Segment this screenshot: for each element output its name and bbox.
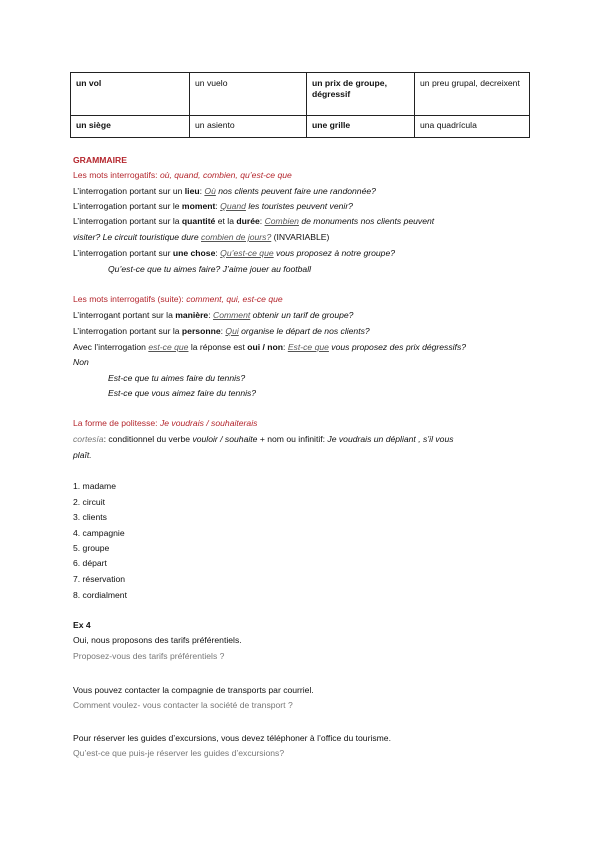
vocabulary-table	[70, 72, 530, 138]
example-sentence: Est-ce que tu aimes faire du tennis?	[108, 373, 246, 383]
example-word: combien de jours?	[201, 232, 272, 242]
example-word: est-ce que	[148, 342, 189, 352]
exercise-statement: Oui, nous proposons des tarifs préférentiels.	[73, 635, 242, 645]
table-cell: un asiento	[190, 116, 307, 138]
example-word: Est-ce que	[287, 342, 329, 352]
table-row	[71, 116, 530, 138]
list-item: 3. clients	[73, 512, 107, 522]
table-cell: un prix de groupe, dégressif	[307, 73, 415, 116]
table-cell: un vol	[71, 73, 190, 116]
example-sentence: Qu’est-ce que tu aimes faire? J’aime jouer au football	[108, 264, 312, 274]
list-item: 5. groupe	[73, 543, 110, 553]
example-word: Quand	[220, 201, 246, 211]
grammar-line: Non	[73, 357, 89, 367]
grammar-line: plaît.	[73, 450, 92, 460]
exercise-heading: Ex 4	[73, 620, 91, 630]
table-row	[71, 73, 530, 116]
exercise-statement: Pour réserver les guides d’excursions, vous devez téléphoner à l’office du tourisme.	[73, 733, 391, 743]
grammar-line: L’interrogation portant sur une chose: Qu’est-ce que vous proposez à notre groupe?	[73, 248, 396, 258]
list-item: 4. campagnie	[73, 528, 125, 538]
example-word: Où	[204, 186, 216, 196]
grammar-line: L’interrogation portant sur la quantité et la durée: Combien de monuments nos clients peuvent	[73, 216, 435, 226]
grammar-heading: GRAMMAIRE	[73, 155, 127, 165]
grammar-line: L’interrogation portant sur un lieu: Où nos clients peuvent faire une randonnée?	[73, 186, 376, 196]
subheading-politeness: La forme de politesse: Je voudrais / souhaiterais	[73, 418, 258, 428]
exercise-answer: Comment voulez- vous contacter la société de transport ?	[73, 700, 293, 710]
table-cell: una quadrícula	[415, 116, 530, 138]
grammar-line: L’interrogant portant sur la manière: Comment obtenir un tarif de groupe?	[73, 310, 354, 320]
subheading-interrogatives: Les mots interrogatifs: où, quand, combien, qu’est-ce que	[73, 170, 292, 180]
list-item: 1. madame	[73, 481, 116, 491]
example-word: Qu’est-ce que	[220, 248, 274, 258]
subheading-interrogatives-suite: Les mots interrogatifs (suite): comment, qui, est-ce que	[73, 294, 283, 304]
table-cell: un siège	[71, 116, 190, 138]
exercise-answer: Proposez-vous des tarifs préférentiels ?	[73, 651, 225, 661]
grammar-line: L’interrogation portant sur le moment: Quand les touristes peuvent venir?	[73, 201, 353, 211]
list-item: 8. cordialment	[73, 590, 127, 600]
list-item: 2. circuit	[73, 497, 105, 507]
grammar-line: Avec l’interrogation est-ce que la réponse est oui / non: Est-ce que vous proposez des prix dégressifs?	[73, 342, 467, 352]
example-word: Comment	[212, 310, 251, 320]
exercise-answer: Qu’est-ce que puis-je réserver les guides d’excursions?	[73, 748, 285, 758]
grammar-line: visiter? Le circuit touristique dure combien de jours? (INVARIABLE)	[73, 232, 330, 242]
list-item: 6. départ	[73, 558, 107, 568]
example-word: Combien	[264, 216, 299, 226]
grammar-line: cortesía: conditionnel du verbe vouloir / souhaite + nom ou infinitif: Je voudrais un dépliant , s’il vous	[73, 434, 454, 444]
table-cell: un vuelo	[190, 73, 307, 116]
table-cell: un preu grupal, decreixent	[415, 73, 530, 116]
list-item: 7. réservation	[73, 574, 126, 584]
example-sentence: Est-ce que vous aimez faire du tennis?	[108, 388, 257, 398]
table-cell: une grille	[307, 116, 415, 138]
exercise-statement: Vous pouvez contacter la compagnie de transports par courriel.	[73, 685, 314, 695]
example-word: Qui	[225, 326, 239, 336]
grammar-line: L’interrogation portant sur la personne: Qui organise le départ de nos clients?	[73, 326, 370, 336]
